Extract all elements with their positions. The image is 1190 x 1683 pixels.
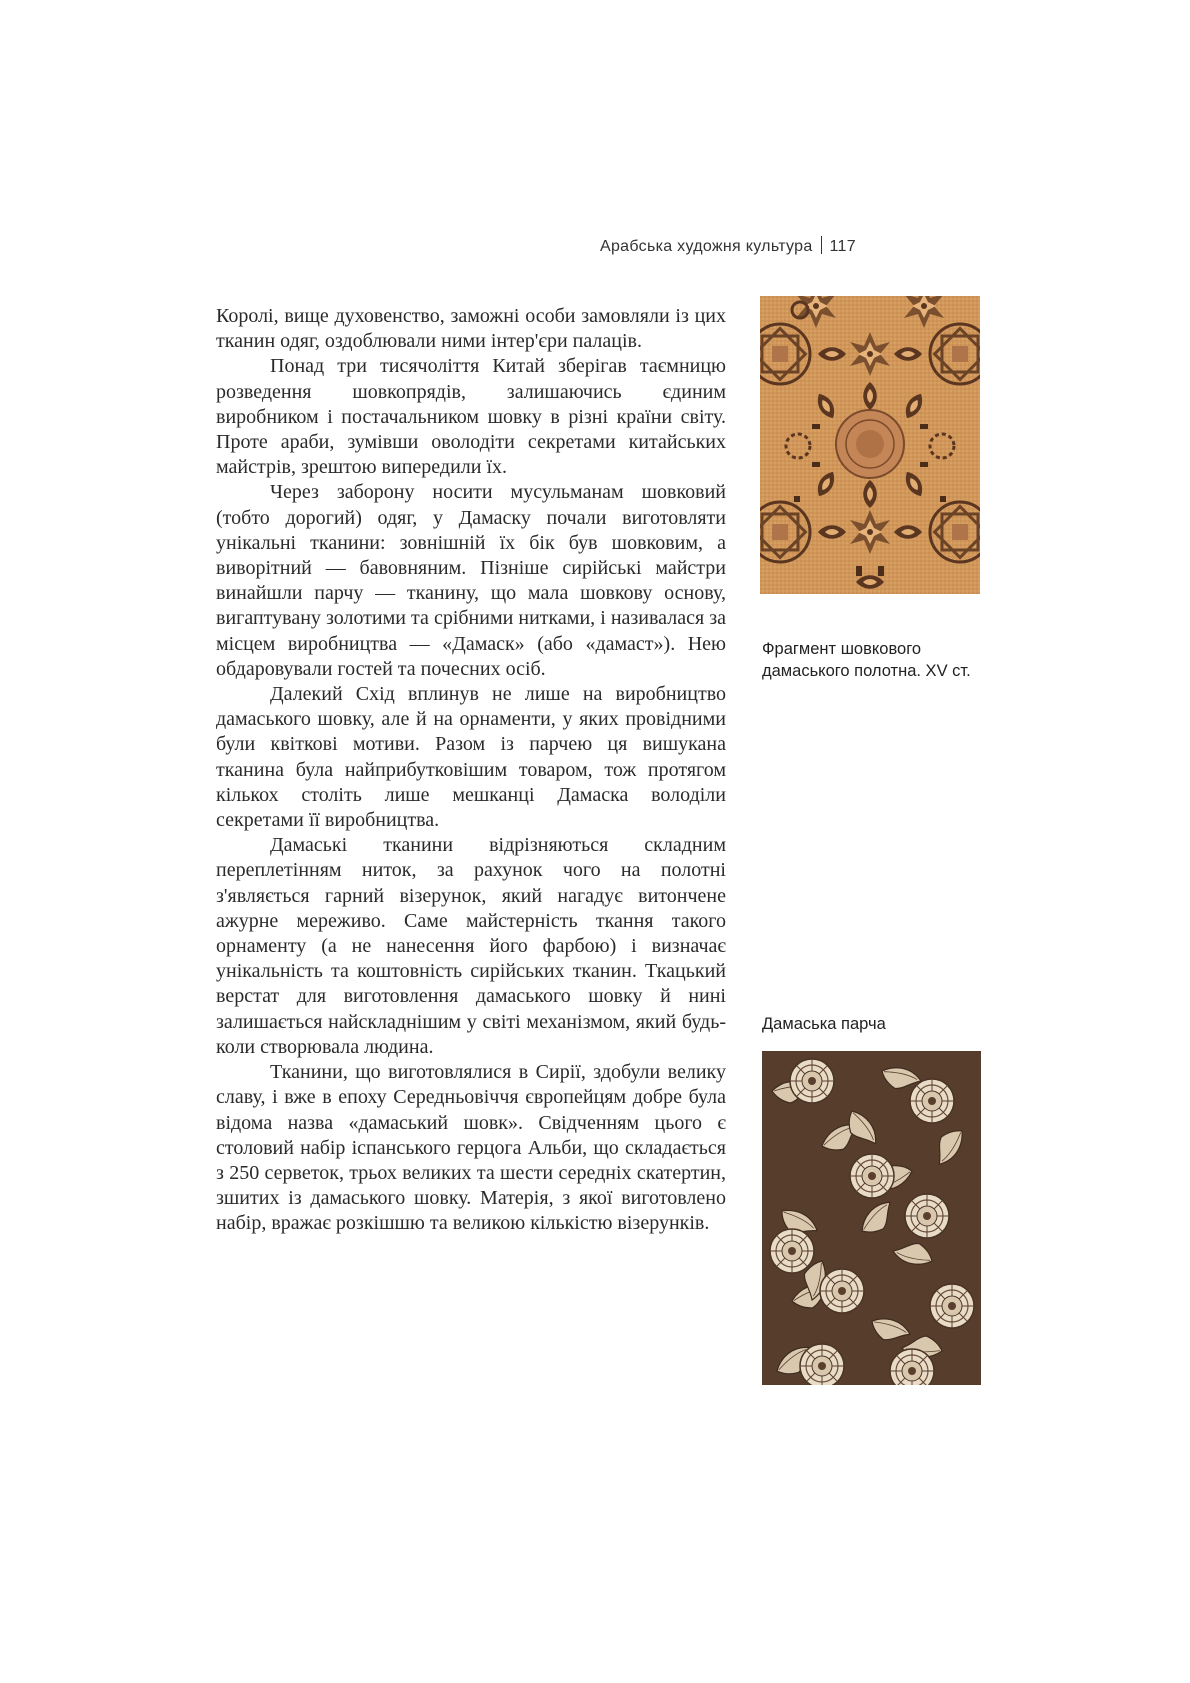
figure-caption: Фрагмент шовкового дамаського полотна. XV ст. [762,640,971,680]
paragraph: Тканини, що виготовлялися в Сирії, здобули велику славу, і вже в епоху Середньовіччя європейцям добре була відома назва «дамаський шовк». Свідченням цього є столовий набір іспанського герцога Альби, що складається з 250 серветок, трьох великих та шести середніх скатертин, зшитих із дамаського шовку. Матерія, з якої виготовлено набір, вражає розкішшю та великою кількістю візерунків. [216,1061,726,1235]
silk-fragment-image [760,296,980,594]
paragraph: Понад три тисячоліття Китай зберігав таємницю розведення шовкопрядів, залишаючись єдиним виробником і постачальником шовку в різні країни світу. Проте араби, зумівши оволодіти секретами китайських майстрів, зрештою випередили їх. [216,355,726,479]
paragraph: Дамаські тканини відрізняються складним переплетінням ниток, за рахунок чого на полотні з'являється гарний візерунок, який нагадує витончене ажурне мереживо. Саме майстерність ткання такого орнаменту (а не нанесення його фарбою) і визначає унікальність та коштовність сирійських тканин. Ткацький верстат для виготовлення дамаського шовку й нині залишається найскладнішим у світі механізмом, який будь-коли створювала людина. [216,834,726,1058]
paragraph: Королі, вище духовенство, заможні особи замовляли із цих тканин одяг, оздоблювали ними інтер'єри палаців. [216,305,726,353]
paragraph: Через заборону носити мусульманам шовковий (тобто дорогий) одяг, у Дамаску почали виготовляти унікальні тканини: зовнішній їх бік був шовковим, а виворітний — бавовняним. Пізніше сирійські майстри винайшли парчу — тканину, що мала шовкову основу, вигаптувану золотими та срібними нитками, і називалася за місцем виробництва — «Дамаск» (або «дамаст»). Нею обдаровували гостей та почесних осіб. [216,481,726,680]
running-header [600,236,930,260]
main-text [216,304,726,1237]
page-number: 117 [829,238,856,255]
header-divider [821,236,822,254]
damask-brocade-image [762,1051,981,1385]
paragraph: Далекий Схід вплинув не лише на виробництво дамаського шовку, але й на орнаменти, у яких провідними були квіткові мотиви. Разом із парчею ця вишукана тканина була найприбутковішим товаром, тож протягом кількох століть лише мешканці Дамаска володіли секретами її виробництва. [216,683,726,832]
section-title: Арабська художня культура [600,238,813,255]
figure-caption: Дамаська парча [762,1015,886,1033]
